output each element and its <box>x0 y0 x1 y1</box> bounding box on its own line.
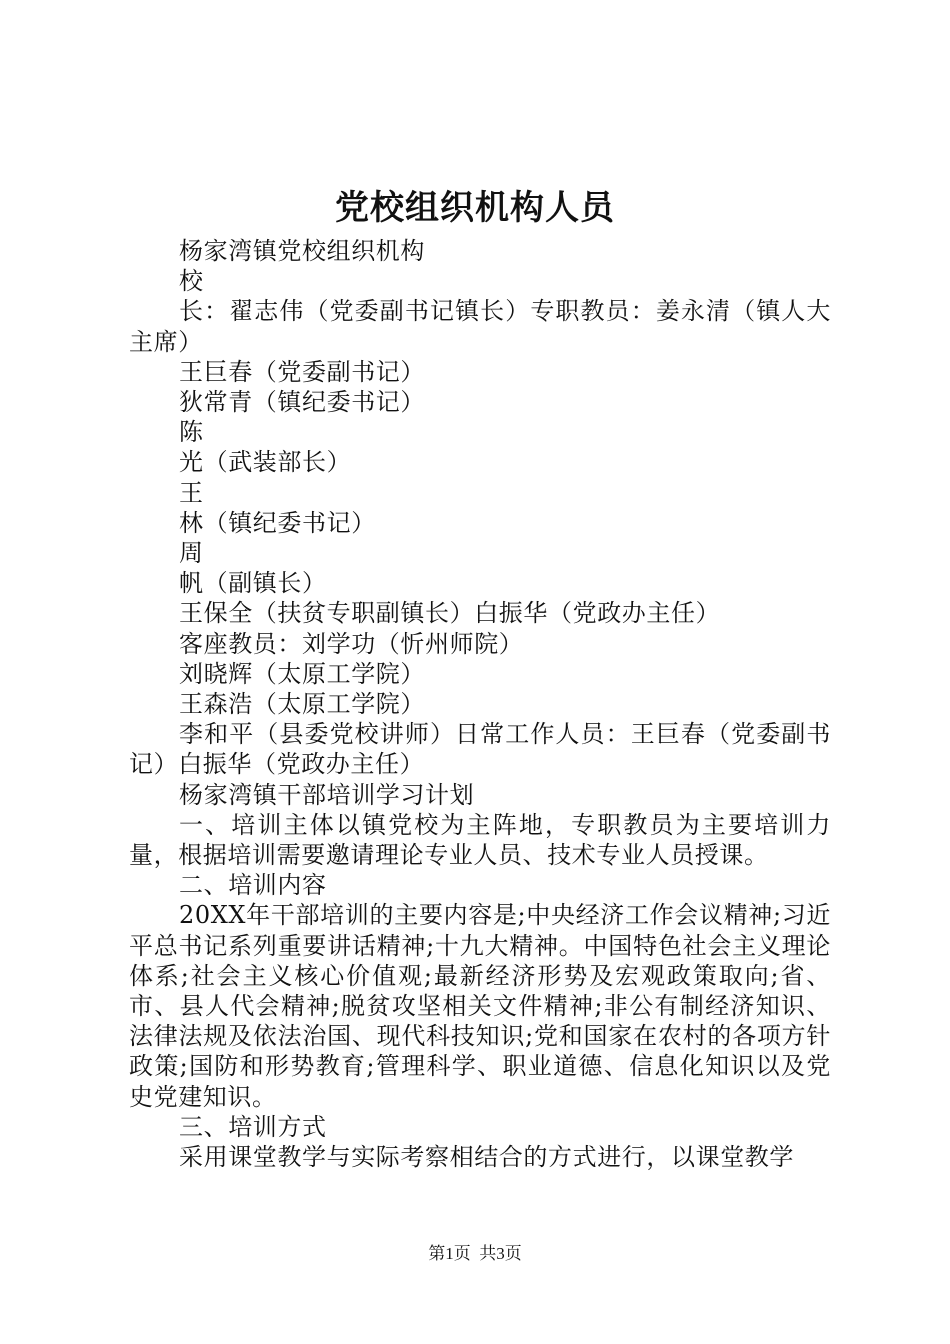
paragraph: 一、培训主体以镇党校为主阵地，专职教员为主要培训力量，根据培训需要邀请理论专业人员、技术专业人员授课。 <box>129 810 831 870</box>
section-heading: 三、培训方式 <box>179 1112 327 1141</box>
paragraph: 王保全（扶贫专职副镇长）白振华（党政办主任） <box>179 599 721 628</box>
paragraph: 王 <box>179 478 204 507</box>
paragraph: 帆（副镇长） <box>179 569 327 598</box>
paragraph: 20XX年干部培训的主要内容是;中央经济工作会议精神;习近平总书记系列重要讲话精神;十九大精神。中国特色社会主义理论体系;社会主义核心价值观;最新经济形势及宏观政策取向;省、市、县人代会精神;脱贫攻坚相关文件精神;非公有制经济知识、法律法规及依法治国、现代科技知识;党和国家在农村的各项方针政策;国防和形势教育;管理科学、职业道德、信息化知识以及党史党建知识。 <box>129 901 831 1111</box>
paragraph: 采用课堂教学与实际考察相结合的方式进行，以课堂教学 <box>179 1143 794 1172</box>
paragraph: 陈 <box>179 418 204 447</box>
paragraph: 光（武装部长） <box>179 448 352 477</box>
paragraph: 林（镇纪委书记） <box>179 508 376 537</box>
page-total: 共3页 <box>479 1244 522 1263</box>
paragraph: 狄常青（镇纪委书记） <box>179 388 425 417</box>
document-title: 党校组织机构人员 <box>335 188 615 228</box>
paragraph: 客座教员：刘学功（忻州师院） <box>179 629 524 658</box>
paragraph: 校 <box>179 267 204 296</box>
page-number: 第1页 <box>428 1244 471 1263</box>
paragraph: 王巨春（党委副书记） <box>179 357 425 386</box>
section-heading: 二、培训内容 <box>179 871 327 900</box>
paragraph: 刘晓辉（太原工学院） <box>179 659 425 688</box>
document-body <box>129 236 831 1172</box>
paragraph: 杨家湾镇党校组织机构 <box>179 237 425 265</box>
paragraph: 长：翟志伟（党委副书记镇长）专职教员：姜永清（镇人大主席） <box>129 297 831 356</box>
paragraph: 周 <box>179 539 204 568</box>
section-heading: 杨家湾镇干部培训学习计划 <box>179 780 475 809</box>
paragraph: 李和平（县委党校讲师）日常工作人员：王巨春（党委副书记）白振华（党政办主任） <box>129 720 831 779</box>
paragraph: 王森浩（太原工学院） <box>179 690 425 719</box>
page-footer <box>0 1242 950 1266</box>
